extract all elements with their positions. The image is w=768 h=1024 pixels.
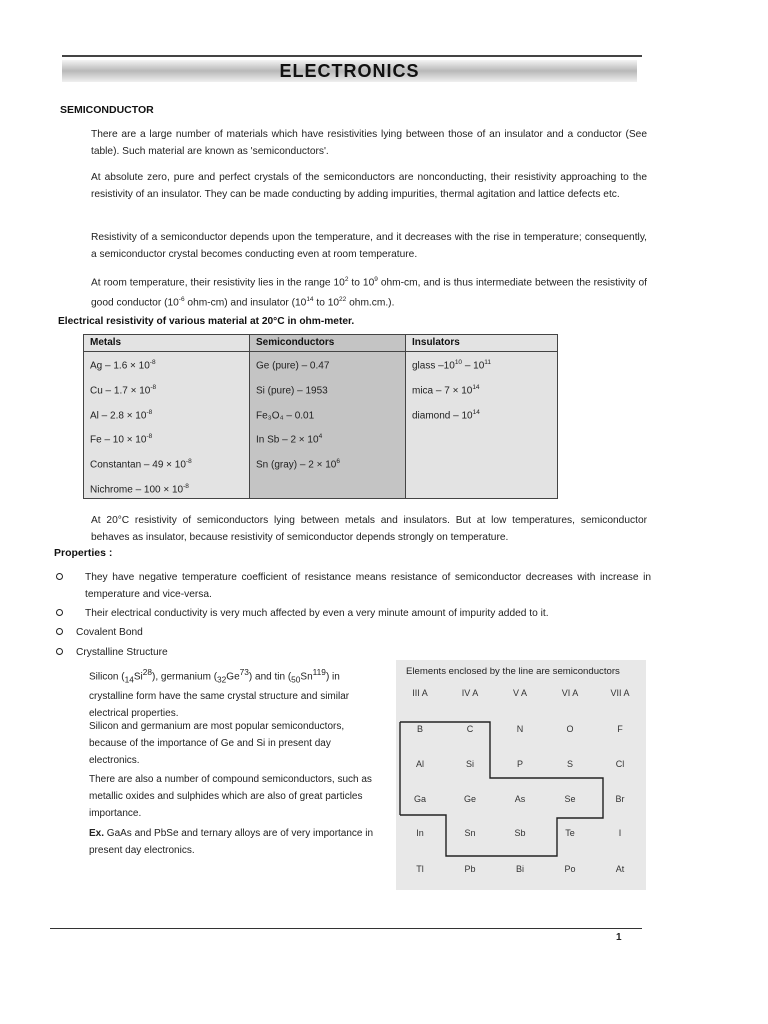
group-label: VII A [610, 688, 630, 698]
table-caption: Electrical resistivity of various material at 20°C in ohm-meter. [58, 316, 355, 327]
element-symbol: Tl [416, 864, 424, 874]
top-rule [62, 55, 642, 57]
element-symbol: S [566, 759, 573, 769]
property-text-2: Their electrical conductivity is very much affected by even a very minute amount of impurity added to it. [85, 608, 549, 619]
after-table-paragraph: At 20°C resistivity of semiconductors lying between metals and insulators. But at low temperatures, semiconductor behaves as insulator, because resistivity of semiconductor depends strongly on temperature. [91, 515, 647, 543]
element-symbol: P [516, 759, 523, 769]
element-symbol: B [416, 724, 423, 734]
paragraph-2: At absolute zero, pure and perfect crystals of the semiconductors are nonconducting, their resistivity approaching to the resistivity of an insulator. They can be made conducting by adding impurities, thermal agitation and lattice defects etc. [91, 172, 647, 200]
group-label: V A [512, 688, 527, 698]
title-banner [62, 60, 637, 82]
bullet-icon [56, 628, 63, 635]
crystal-example: Ex. GaAs and PbSe and ternary alloys are of very importance in present day electronics. [89, 828, 374, 856]
semi-cell: In $Sb - 2 \times 10^4$ [256, 433, 323, 446]
element-symbol: F [617, 724, 623, 734]
bullet-icon [56, 648, 63, 655]
element-symbol: Al [415, 759, 424, 769]
element-symbol: N [516, 724, 524, 734]
insulators-column [406, 335, 557, 498]
metals-column [84, 335, 250, 498]
semiconductors-column [250, 335, 406, 498]
properties-heading: Properties : [54, 547, 113, 559]
element-symbol: Se [564, 794, 576, 804]
semi-cell: Ge (pure) – 0.47 [256, 360, 330, 372]
page-title: ELECTRONICS [279, 61, 420, 81]
insulators-cells [406, 352, 557, 426]
property-bullet-2 [56, 605, 651, 622]
property-bullet-1 [56, 569, 651, 603]
element-symbol: Sb [514, 828, 526, 838]
semi-cell: Fe₃O₄ – 0.01 [256, 409, 315, 421]
property-bullet-4 [56, 644, 651, 661]
element-symbol: At [615, 864, 625, 874]
periodic-table-title: Elements enclosed by the line are semiconductors [406, 666, 620, 677]
page-number: 1 [616, 932, 622, 943]
element-symbol: Cl [615, 759, 625, 769]
bullet-icon [56, 609, 63, 616]
element-symbol: Ga [413, 794, 426, 804]
bullet-icon [56, 573, 63, 580]
element-symbol: As [514, 794, 526, 804]
property-text-1: They have negative temperature coefficient of resistance means resistance of semiconductor decreases with increase in temperature and vice-versa. [85, 572, 651, 600]
element-symbol: Bi [515, 864, 524, 874]
bottom-rule [50, 928, 642, 929]
insulator-cell: glass $-10^{10} - 10^{11}$ [412, 359, 492, 372]
group-label: IV A [461, 688, 479, 698]
paragraph-3: Resistivity of a semiconductor depends upon the temperature, and it decreases with the rise in temperature; consequently, a semiconductor crystal becomes conducting even at room temperature. [91, 232, 647, 260]
periodic-table-box [396, 660, 646, 890]
semi-cell: Si (pure) – 1953 [256, 385, 328, 397]
insulator-cell: mica – $7 \times 10^{14}$ [412, 383, 480, 397]
metals-cells [84, 352, 249, 501]
element-symbol: Po [564, 864, 576, 874]
property-bullet-3 [56, 624, 651, 641]
metal-cell: $Al - 2.8 \times 10^{-8}$ [90, 408, 153, 421]
paragraph-1: There are a large number of materials which have resistivities lying between those of an insulator and a conductor (See table). Such material are known as 'semiconductors'. [91, 129, 647, 157]
crystal-paragraph-2: Silicon and germanium are most popular semiconductors, because of the importance of Ge and Si in present day electronics. [89, 721, 345, 766]
section-heading-semiconductor: SEMICONDUCTOR [60, 104, 154, 116]
column-header-insulators: Insulators [406, 335, 557, 352]
group-label: III A [412, 688, 428, 698]
element-symbol: Br [615, 794, 625, 804]
semi-cell: Sn (gray) – $2 \times 10^6$ [256, 458, 340, 471]
example-label: Ex. [89, 828, 105, 839]
metal-cell: $Fe - 10 \times 10^{-8}$ [90, 433, 153, 446]
element-symbol: Te [565, 828, 575, 838]
column-header-semiconductors: Semiconductors [250, 335, 405, 352]
element-symbol: C [466, 724, 474, 734]
metal-cell: $Cu - 1.7 \times 10^{-8}$ [90, 383, 157, 397]
property-text-4: Crystalline Structure [76, 647, 168, 658]
insulator-cell: diamond – $10^{14}$ [412, 408, 480, 421]
crystal-paragraph-1: Silicon $(_{14}Si^{28})$, germanium $(_{32}Ge^{73})$ and tin $(_{50}Sn^{119})$ in crystalline form have the same crystal structure and similar electrical properties. [89, 667, 350, 720]
resistivity-table [83, 334, 558, 499]
element-symbol: Si [465, 759, 474, 769]
paragraph-4: At room temperature, their resistivity lies in the range $10^2$ to $10^9$ ohm-cm, and is thus intermediate between the resistivity of good conductor ($10^{-6}$ ohm-cm) and insulator ($10^{14}$ to $10^{22}$ ohm.cm.). [91, 276, 647, 309]
element-symbol: O [566, 724, 574, 734]
property-text-3: Covalent Bond [76, 627, 143, 638]
element-symbol: I [618, 828, 622, 838]
crystal-paragraph-3: There are also a number of compound semiconductors, such as metallic oxides and sulphides which are also of great particles importance. [89, 774, 372, 819]
element-symbol: Pb [464, 864, 476, 874]
metal-cell: Constantan – $49 \times 10^{-8}$ [90, 458, 192, 471]
element-symbol: Ge [463, 794, 476, 804]
element-symbol: Sn [464, 828, 476, 838]
group-label: VI A [561, 688, 579, 698]
semiconductors-cells [250, 352, 405, 476]
column-header-metals: Metals [84, 335, 249, 352]
element-symbol: In [416, 828, 424, 838]
metal-cell: Nichrome – $100 \times 10^{-8}$ [90, 483, 189, 496]
metal-cell: $Ag - 1.6 \times 10^{-8}$ [90, 359, 156, 372]
